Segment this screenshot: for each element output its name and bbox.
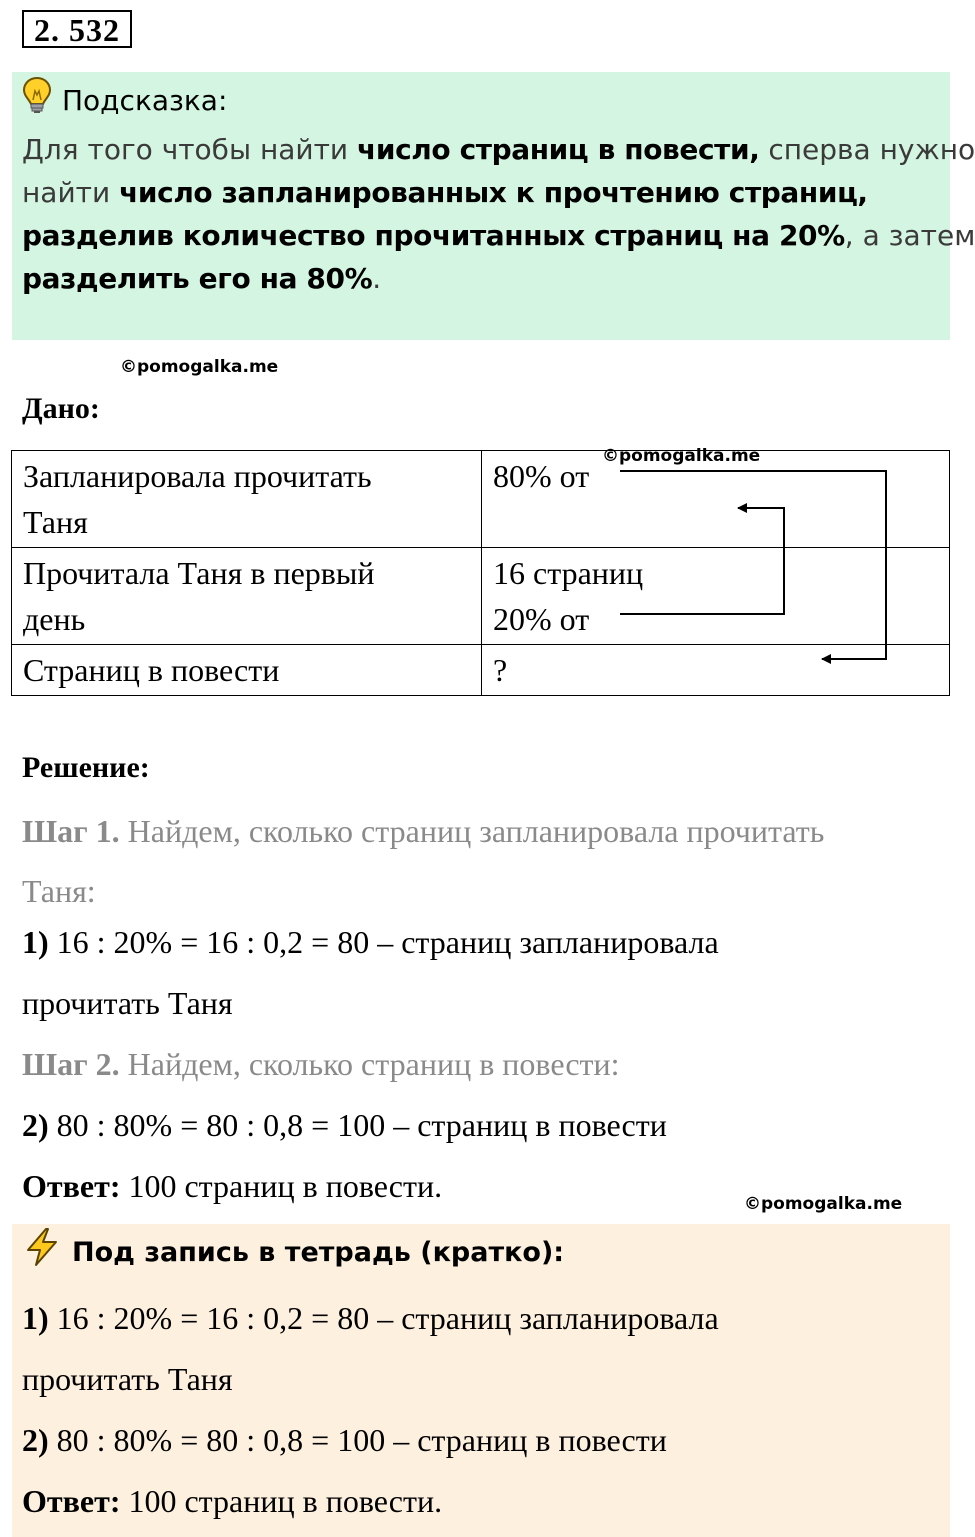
table-row: [12, 645, 950, 696]
given-label-cell: Прочитала Таня в первый день: [12, 548, 482, 645]
task-number: 2. 532: [22, 10, 132, 48]
equation-1: 1) 16 : 20% = 16 : 0,2 = 80 – страниц запланировала: [22, 924, 719, 960]
given-value-cell: 80% от: [482, 451, 950, 548]
notebook-equation-2: 2) 80 : 80% = 80 : 0,8 = 100 – страниц в повести: [22, 1422, 667, 1458]
step1-line: Шаг 1. Найдем, сколько страниц запланировала прочитать: [22, 813, 825, 849]
notebook-equation-1-cont: прочитать Таня: [22, 1361, 233, 1397]
hint-line: разделив количество прочитанных страниц на 20%, а затем: [22, 219, 975, 252]
notebook-title-text: Под запись в тетрадь (кратко):: [72, 1237, 565, 1268]
given-table: [11, 450, 950, 696]
given-label-cell: Страниц в повести: [12, 645, 482, 696]
given-heading: Дано:: [22, 392, 100, 425]
solution-heading: Решение:: [22, 751, 150, 784]
hint-title-text: Подсказка:: [62, 84, 228, 117]
given-value-cell: 16 страниц 20% от: [482, 548, 950, 645]
lightning-icon: [22, 1227, 62, 1280]
hint-line: разделить его на 80%.: [22, 262, 382, 295]
given-label-cell: Запланировала прочитать Таня: [12, 451, 482, 548]
equation-2: 2) 80 : 80% = 80 : 0,8 = 100 – страниц в повести: [22, 1107, 667, 1143]
watermark: ©pomogalka.me: [120, 357, 279, 377]
step2-line: Шаг 2. Найдем, сколько страниц в повести:: [22, 1046, 620, 1082]
equation-1-cont: прочитать Таня: [22, 985, 233, 1021]
answer: Ответ: 100 страниц в повести.: [22, 1168, 443, 1204]
notebook-title: [22, 1232, 564, 1274]
table-row: [12, 451, 950, 548]
notebook-equation-1: 1) 16 : 20% = 16 : 0,2 = 80 – страниц запланировала: [22, 1300, 719, 1336]
given-value-cell: ?: [482, 645, 950, 696]
step1-line: Таня:: [22, 873, 96, 909]
table-row: [12, 548, 950, 645]
hint-title: [22, 80, 227, 122]
watermark: ©pomogalka.me: [744, 1194, 903, 1214]
notebook-answer: Ответ: 100 страниц в повести.: [22, 1483, 443, 1519]
hint-text: [22, 128, 975, 300]
lightbulb-icon: [22, 76, 52, 126]
watermark: ©pomogalka.me: [602, 446, 761, 466]
hint-line: Для того чтобы найти число страниц в повести, сперва нужно: [22, 133, 975, 166]
hint-line: найти число запланированных к прочтению страниц,: [22, 176, 868, 209]
